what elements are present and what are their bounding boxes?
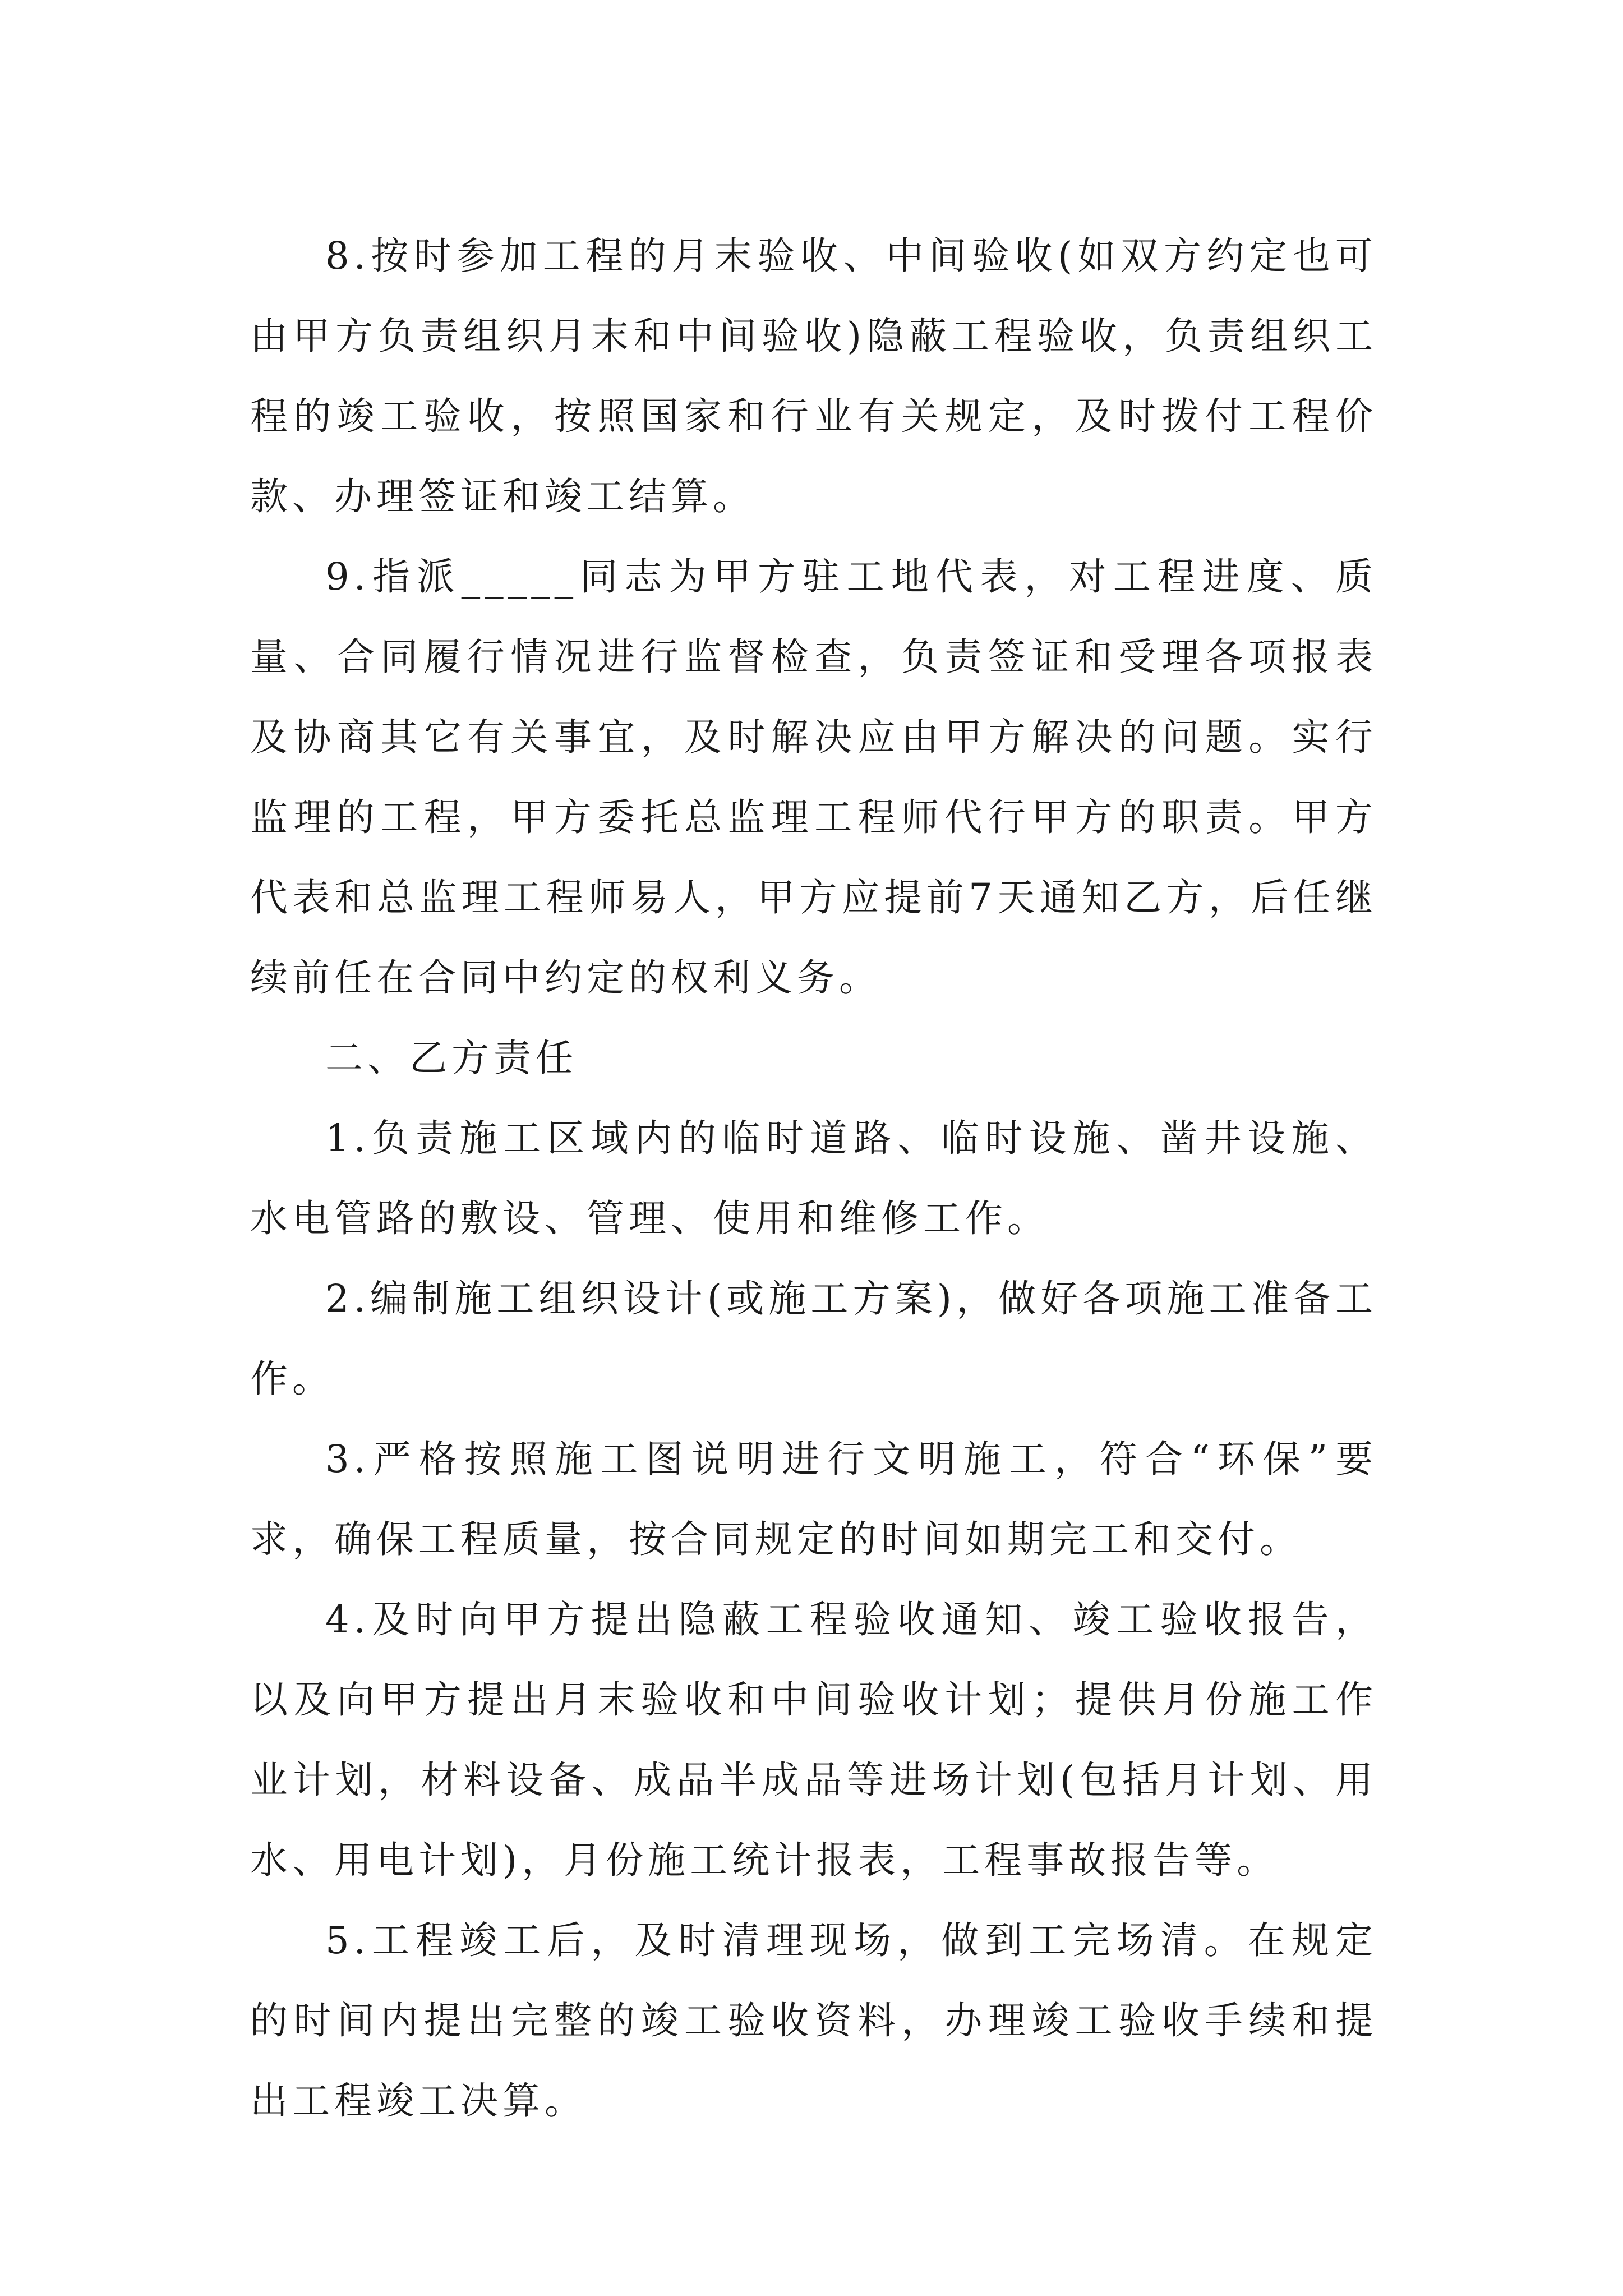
paragraph-b3-civilized-construction: 3.严格按照施工图说明进行文明施工，符合“环保”要求，确保工程质量，按合同规定的时间如期完工和交付。 — [250, 1437, 1377, 1561]
paragraph-b1-temporary-facilities: 1.负责施工区域内的临时道路、临时设施、凿井设施、水电管路的敷设、管理、使用和维修工作。 — [250, 1116, 1377, 1240]
paragraph-8-party-a-duties: 8.按时参加工程的月末验收、中间验收(如双方约定也可由甲方负责组织月末和中间验收)隐蔽工程验收，负责组织工程的竣工验收，按照国家和行业有关规定，及时拨付工程价款、办理签证和竣工结算。 — [250, 234, 1377, 518]
paragraph-b5-completion-cleanup: 5.工程竣工后，及时清理现场，做到工完场清。在规定的时间内提出完整的竣工验收资料，办理竣工验收手续和提出工程竣工决算。 — [250, 1918, 1377, 2123]
paragraph-9-site-representative: 9.指派_____同志为甲方驻工地代表，对工程进度、质量、合同履行情况进行监督检查，负责签证和受理各项报表及协商其它有关事宜，及时解决应由甲方解决的问题。实行监理的工程，甲方委托总监理工程师代行甲方的职责。甲方代表和总监理工程师易人，甲方应提前7天通知乙方，后任继续前任在合同中约定的权利义务。 — [250, 555, 1377, 1000]
paragraph-b4-reports-and-plans: 4.及时向甲方提出隐蔽工程验收通知、竣工验收报告，以及向甲方提出月末验收和中间验收计划；提供月份施工作业计划，材料设备、成品半成品等进场计划(包括月计划、用水、用电计划)，月份施工统计报表，工程事故报告等。 — [250, 1598, 1377, 1882]
section-heading-party-b-responsibilities: 二、乙方责任 — [325, 1036, 578, 1080]
paragraph-b2-construction-plan: 2.编制施工组织设计(或施工方案)，做好各项施工准备工作。 — [250, 1277, 1377, 1401]
document-body — [250, 216, 1377, 2141]
